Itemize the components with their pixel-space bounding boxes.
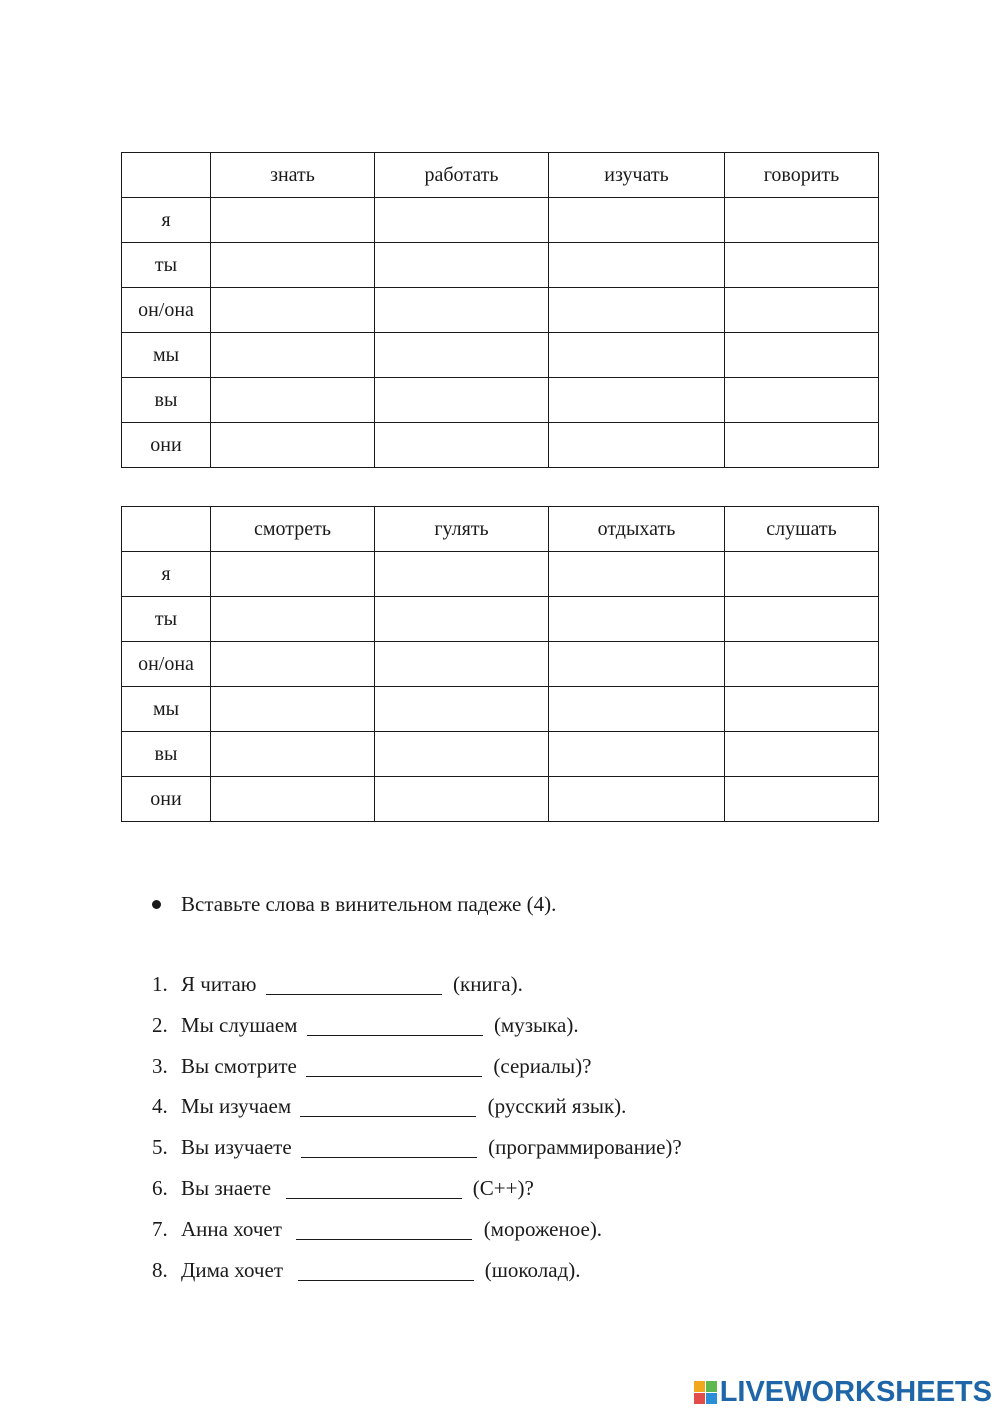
answer-cell[interactable]	[549, 243, 725, 288]
answer-cell[interactable]	[211, 243, 375, 288]
answer-cell[interactable]	[549, 732, 725, 777]
exercise-hint: (музыка).	[488, 1012, 579, 1037]
verb-header: изучать	[549, 153, 725, 198]
exercise-item	[152, 1054, 682, 1095]
answer-input[interactable]	[375, 732, 548, 776]
answer-input[interactable]	[375, 333, 548, 377]
table-row	[122, 552, 879, 597]
answer-input[interactable]	[725, 687, 878, 731]
pronoun-cell: ты	[122, 243, 211, 288]
answer-cell[interactable]	[211, 732, 375, 777]
answer-input[interactable]	[549, 552, 724, 596]
answer-cell[interactable]	[725, 198, 879, 243]
answer-input[interactable]	[549, 333, 724, 377]
answer-cell[interactable]	[375, 333, 549, 378]
answer-input[interactable]	[211, 423, 374, 467]
answer-cell[interactable]	[725, 597, 879, 642]
answer-input[interactable]	[375, 687, 548, 731]
answer-input[interactable]	[725, 243, 878, 287]
answer-blank[interactable]	[266, 972, 442, 995]
answer-cell[interactable]	[549, 333, 725, 378]
exercise-number: 2.	[152, 1012, 168, 1037]
answer-input[interactable]	[211, 333, 374, 377]
table-header-row	[122, 153, 879, 198]
answer-cell[interactable]	[211, 642, 375, 687]
answer-input[interactable]	[211, 378, 374, 422]
answer-cell[interactable]	[549, 687, 725, 732]
answer-cell[interactable]	[375, 642, 549, 687]
answer-cell[interactable]	[375, 378, 549, 423]
answer-blank[interactable]	[296, 1217, 472, 1240]
logo-square-4	[706, 1393, 717, 1404]
answer-cell[interactable]	[211, 288, 375, 333]
answer-cell[interactable]	[549, 642, 725, 687]
answer-cell[interactable]	[725, 642, 879, 687]
verb-header: отдыхать	[549, 507, 725, 552]
answer-input[interactable]	[211, 732, 374, 776]
answer-input[interactable]	[549, 423, 724, 467]
answer-input[interactable]	[211, 198, 374, 242]
exercise-hint: (книга).	[447, 972, 523, 996]
table-row	[122, 378, 879, 423]
answer-cell[interactable]	[375, 687, 549, 732]
answer-input[interactable]	[375, 552, 548, 596]
exercise-text: Анна хочет	[181, 1216, 293, 1241]
instruction	[152, 892, 556, 917]
answer-cell[interactable]	[211, 552, 375, 597]
answer-cell[interactable]	[211, 777, 375, 822]
answer-input[interactable]	[549, 777, 724, 821]
exercise-item	[152, 1013, 682, 1054]
exercise-item	[152, 1094, 682, 1135]
exercise-hint: (мороженое).	[478, 1216, 603, 1241]
answer-input[interactable]	[725, 732, 878, 776]
answer-cell[interactable]	[211, 333, 375, 378]
pronoun-cell: он/она	[122, 288, 211, 333]
answer-input[interactable]	[549, 243, 724, 287]
logo-square-1	[694, 1381, 705, 1392]
answer-cell[interactable]	[211, 198, 375, 243]
pronoun-cell: я	[122, 552, 211, 597]
answer-blank[interactable]	[306, 1054, 482, 1077]
answer-cell[interactable]	[211, 597, 375, 642]
liveworksheets-logo	[694, 1378, 992, 1407]
answer-cell[interactable]	[725, 777, 879, 822]
answer-input[interactable]	[211, 243, 374, 287]
exercise-number: 4.	[152, 1094, 168, 1119]
answer-input[interactable]	[549, 378, 724, 422]
pronoun-cell: вы	[122, 378, 211, 423]
exercise-number: 3.	[152, 1053, 168, 1078]
answer-cell[interactable]	[549, 552, 725, 597]
answer-blank[interactable]	[298, 1258, 474, 1281]
answer-input[interactable]	[725, 597, 878, 641]
answer-input[interactable]	[725, 333, 878, 377]
table-row	[122, 687, 879, 732]
answer-cell[interactable]	[725, 552, 879, 597]
exercise-number: 6.	[152, 1175, 168, 1200]
answer-input[interactable]	[211, 642, 374, 686]
table-row	[122, 597, 879, 642]
table-row	[122, 423, 879, 468]
answer-input[interactable]	[725, 198, 878, 242]
conjugation-table-2	[121, 506, 879, 822]
exercise-hint: (шоколад).	[479, 1257, 581, 1282]
answer-cell[interactable]	[375, 423, 549, 468]
exercise-item	[152, 972, 682, 1013]
verb-header: знать	[211, 153, 375, 198]
exercise-number: 5.	[152, 1135, 168, 1160]
answer-input[interactable]	[375, 777, 548, 821]
table-row	[122, 288, 879, 333]
answer-input[interactable]	[211, 687, 374, 731]
exercise-text: Мы изучаем	[181, 1094, 297, 1119]
corner-cell	[122, 507, 211, 552]
exercise-item	[152, 1135, 682, 1176]
pronoun-cell: они	[122, 777, 211, 822]
answer-input[interactable]	[725, 378, 878, 422]
answer-input[interactable]	[375, 423, 548, 467]
exercise-text: Дима хочет	[181, 1257, 294, 1282]
logo-text: LIVEWORKSHEETS	[719, 1376, 992, 1408]
answer-input[interactable]	[375, 288, 548, 332]
answer-input[interactable]	[375, 378, 548, 422]
answer-cell[interactable]	[725, 378, 879, 423]
answer-input[interactable]	[725, 552, 878, 596]
table-row	[122, 333, 879, 378]
answer-input[interactable]	[549, 642, 724, 686]
table-row	[122, 198, 879, 243]
answer-cell[interactable]	[375, 597, 549, 642]
logo-square-2	[706, 1381, 717, 1392]
verb-header: слушать	[725, 507, 879, 552]
answer-input[interactable]	[375, 198, 548, 242]
exercise-text: Мы слушаем	[181, 1012, 303, 1037]
pronoun-cell: мы	[122, 333, 211, 378]
answer-input[interactable]	[211, 288, 374, 332]
exercise-text: Вы изучаете	[181, 1135, 297, 1160]
answer-input[interactable]	[725, 423, 878, 467]
answer-blank[interactable]	[301, 1135, 477, 1158]
answer-input[interactable]	[549, 597, 724, 641]
answer-cell[interactable]	[375, 288, 549, 333]
exercise-number: 8.	[152, 1257, 168, 1282]
answer-cell[interactable]	[725, 687, 879, 732]
verb-header: смотреть	[211, 507, 375, 552]
exercise-number: 7.	[152, 1216, 168, 1241]
exercise-text: Вы знаете	[181, 1175, 282, 1200]
answer-blank[interactable]	[286, 1176, 462, 1199]
answer-cell[interactable]	[375, 552, 549, 597]
table-row	[122, 642, 879, 687]
answer-cell[interactable]	[549, 288, 725, 333]
table-row	[122, 243, 879, 288]
answer-blank[interactable]	[307, 1013, 483, 1036]
answer-cell[interactable]	[725, 732, 879, 777]
answer-input[interactable]	[725, 642, 878, 686]
answer-cell[interactable]	[725, 423, 879, 468]
answer-blank[interactable]	[300, 1094, 476, 1117]
answer-cell[interactable]	[725, 333, 879, 378]
answer-input[interactable]	[725, 777, 878, 821]
answer-cell[interactable]	[375, 777, 549, 822]
answer-cell[interactable]	[375, 198, 549, 243]
answer-input[interactable]	[211, 777, 374, 821]
answer-cell[interactable]	[549, 777, 725, 822]
pronoun-cell: я	[122, 198, 211, 243]
verb-header: работать	[375, 153, 549, 198]
exercise-text: Вы смотрите	[181, 1053, 303, 1078]
exercise-number: 1.	[152, 972, 168, 996]
exercise-item	[152, 1258, 682, 1299]
logo-square-3	[694, 1393, 705, 1404]
answer-cell[interactable]	[211, 423, 375, 468]
answer-input[interactable]	[549, 288, 724, 332]
exercise-hint: (С++)?	[467, 1175, 534, 1200]
answer-cell[interactable]	[549, 423, 725, 468]
verb-header: говорить	[725, 153, 879, 198]
pronoun-cell: мы	[122, 687, 211, 732]
answer-cell[interactable]	[725, 243, 879, 288]
exercise-hint: (сериалы)?	[488, 1053, 592, 1078]
answer-input[interactable]	[211, 597, 374, 641]
answer-cell[interactable]	[211, 687, 375, 732]
answer-cell[interactable]	[375, 243, 549, 288]
answer-cell[interactable]	[725, 288, 879, 333]
answer-input[interactable]	[549, 198, 724, 242]
answer-input[interactable]	[375, 597, 548, 641]
pronoun-cell: вы	[122, 732, 211, 777]
answer-input[interactable]	[549, 687, 724, 731]
exercise-hint: (программирование)?	[482, 1135, 682, 1160]
answer-input[interactable]	[725, 288, 878, 332]
exercise-hint: (русский язык).	[482, 1094, 627, 1119]
instruction-text: Вставьте слова в винительном падеже (4).	[181, 892, 557, 916]
conjugation-table-1	[121, 152, 879, 468]
answer-input[interactable]	[549, 732, 724, 776]
exercise-text: Я читаю	[181, 972, 262, 996]
pronoun-cell: они	[122, 423, 211, 468]
answer-input[interactable]	[211, 552, 374, 596]
answer-cell[interactable]	[211, 378, 375, 423]
table-row	[122, 777, 879, 822]
answer-cell[interactable]	[549, 198, 725, 243]
answer-cell[interactable]	[549, 378, 725, 423]
exercise-list	[152, 972, 682, 1298]
table-header-row	[122, 507, 879, 552]
answer-cell[interactable]	[549, 597, 725, 642]
corner-cell	[122, 153, 211, 198]
verb-header: гулять	[375, 507, 549, 552]
table-row	[122, 732, 879, 777]
answer-input[interactable]	[375, 243, 548, 287]
answer-input[interactable]	[375, 642, 548, 686]
bullet-icon	[152, 900, 161, 909]
pronoun-cell: он/она	[122, 642, 211, 687]
pronoun-cell: ты	[122, 597, 211, 642]
answer-cell[interactable]	[375, 732, 549, 777]
exercise-item	[152, 1217, 682, 1258]
exercise-item	[152, 1176, 682, 1217]
logo-mark-icon	[694, 1381, 717, 1404]
